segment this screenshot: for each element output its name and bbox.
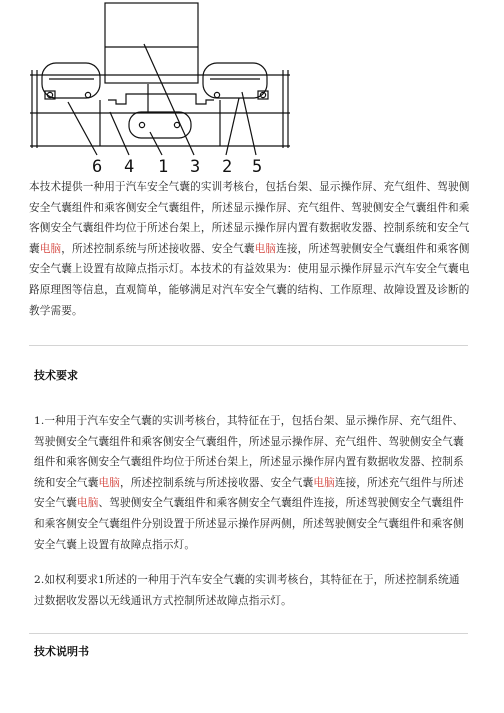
claim-text: 连接，所述充气组件与所述安全气囊 (34, 476, 464, 510)
device-drawing (28, 0, 296, 182)
abstract-paragraph (29, 177, 478, 321)
section-divider (29, 345, 468, 346)
abstract-text: 连接，所述驾驶侧安全气囊组件和乘客侧安全气囊上设置有故障点指示灯。本技术的有益效果为：使用显示操作屏显示汽车安全气囊电路原理图等信息，直观简单，能够满足对汽车安全气囊的结构、工作原理、故障设置及诊断的教学需要。 (29, 242, 470, 317)
section-divider (29, 633, 468, 634)
abstract-text: ，所述控制系统与所述接收器、安全气囊 (61, 242, 255, 255)
claim-1-paragraph (34, 411, 466, 555)
display-screen-outline (105, 3, 198, 83)
passenger-airbag-module (203, 63, 267, 98)
highlight-term: 电脑 (76, 497, 99, 510)
callout-label: 5 (252, 157, 263, 177)
claim-text: 1.一种用于汽车安全气囊的实训考核台，其特征在于，包括台架、显示操作屏、充气组件、驾驶侧安全气囊组件和乘客侧安全气囊组件，所述显示操作屏、充气组件、驾驶侧安全气囊组件和乘客侧安全气囊组件均位于所述台架上，所述显示操作屏内置有数据收发器、控制系统和安全气囊 (34, 415, 464, 489)
claim-text: 、驾驶侧安全气囊组件和乘客侧安全气囊组件连接，所述驾驶侧安全气囊组件和乘客侧安全气囊组件分别设置于所述显示操作屏两侧，所述驾驶侧安全气囊组件和乘客侧安全气囊上设置有故障点指示灯。 (34, 497, 464, 551)
callout-label: 4 (124, 157, 135, 177)
abstract-text: 本技术提供一种用于汽车安全气囊的实训考核台，包括台架、显示操作屏、充气组件、驾驶侧安全气囊组件和乘客侧安全气囊组件，所述显示操作屏、充气组件、驾驶侧安全气囊组件和乘客侧安全气囊组件均位于所述台架上，所述显示操作屏内置有数据收发器、控制系统和安全气囊 (29, 181, 470, 255)
patent-drawing (28, 0, 296, 182)
callout-label: 2 (222, 157, 233, 177)
claim-2-paragraph: 2.如权利要求1所述的一种用于汽车安全气囊的实训考核台，其特征在于，所述控制系统通过数据收发器以无线通讯方式控制所述故障点指示灯。 (34, 574, 460, 607)
claim-text: ，所述控制系统与所述接收器、安全气囊 (119, 476, 314, 489)
highlight-term: 电脑 (313, 476, 335, 489)
callout-label: 3 (190, 157, 201, 177)
highlight-term: 电脑 (98, 476, 120, 489)
section-title-specification: 技术说明书 (34, 645, 89, 658)
callout-label: 6 (92, 157, 103, 177)
highlight-term: 电脑 (254, 242, 277, 255)
callout-label: 1 (158, 157, 169, 177)
section-title-requirements: 技术要求 (34, 369, 78, 382)
highlight-term: 电脑 (39, 242, 62, 255)
inflator-assembly (129, 112, 191, 138)
